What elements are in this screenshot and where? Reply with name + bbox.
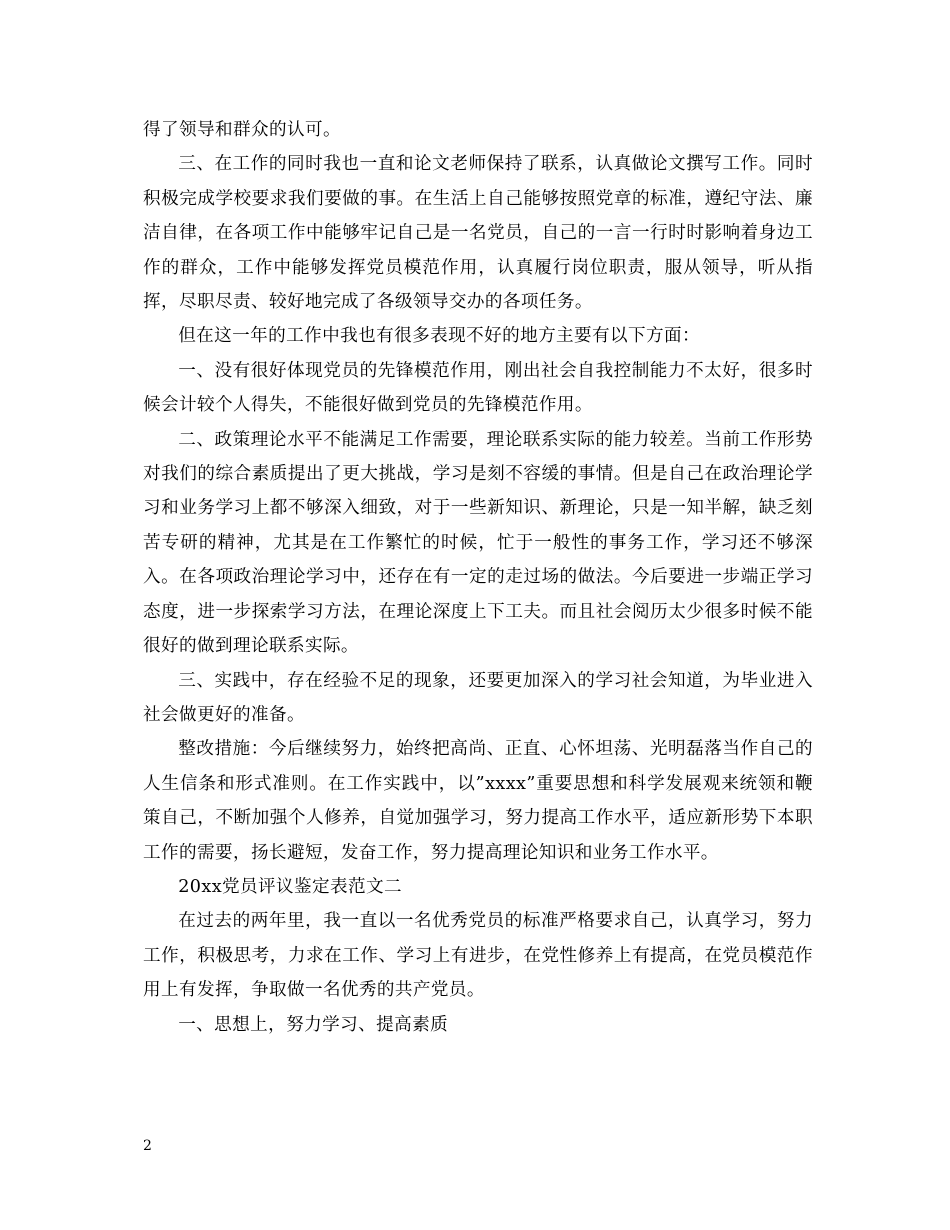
paragraph: 但在这一年的工作中我也有很多表现不好的地方主要有以下方面： <box>178 326 701 347</box>
section-heading: 20xx党员评议鉴定表范文二 <box>178 876 402 897</box>
paragraph: 三、实践中，存在经验不足的现象，还要更加深入的学习社会知道，为毕业进入社会做更好的准备。 <box>143 670 813 725</box>
paragraph: 得了领导和群众的认可。 <box>143 120 341 140</box>
paragraph: 三、在工作的同时我也一直和论文老师保持了联系，认真做论文撰写工作。同时积极完成学校要求我们要做的事。在生活上自己能够按照党章的标准，遵纪守法、廉洁自律，在各项工作中能够牢记自己是一名党员，自己的一言一行时时影响着身边工作的群众，工作中能够发挥党员模范作用，认真履行岗位职责，服从领导，听从指挥，尽职尽责、较好地完成了各级领导交办的各项任务。 <box>143 154 813 313</box>
page-number: 2 <box>143 1138 152 1154</box>
paragraph: 在过去的两年里，我一直以一名优秀党员的标准严格要求自己，认真学习，努力工作，积极思考，力求在工作、学习上有进步，在党性修养上有提高，在党员模范作用上有发挥，争取做一名优秀的共产党员。 <box>143 911 813 1001</box>
paragraph: 整改措施：今后继续努力，始终把高尚、正直、心怀坦荡、光明磊落当作自己的人生信条和形式准则。在工作实践中，以”xxxx”重要思想和科学发展观来统领和鞭策自己，不断加强个人修养，自觉加强学习，努力提高工作水平，适应新形势下本职工作的需要，扬长避短，发奋工作，努力提高理论知识和业务工作水平。 <box>143 739 813 863</box>
paragraph: 一、没有很好体现党员的先锋模范作用，刚出社会自我控制能力不太好，很多时候会计较个人得失，不能很好做到党员的先锋模范作用。 <box>143 360 813 416</box>
document-body <box>143 113 813 1042</box>
paragraph: 二、政策理论水平不能满足工作需要，理论联系实际的能力较差。当前工作形势对我们的综合素质提出了更大挑战，学习是刻不容缓的事情。但是自己在政治理论学习和业务学习上都不够深入细致，对于一些新知识、新理论，只是一知半解，缺乏刻苦专研的精神，尤其是在工作繁忙的时候，忙于一般性的事务工作，学习还不够深入。在各项政治理论学习中，还存在有一定的走过场的做法。今后要进一步端正学习态度，进一步探索学习方法，在理论深度上下工夫。而且社会阅历太少很多时候不能很好的做到理论联系实际。 <box>143 429 813 657</box>
paragraph: 一、思想上，努力学习、提高素质 <box>178 1014 449 1035</box>
